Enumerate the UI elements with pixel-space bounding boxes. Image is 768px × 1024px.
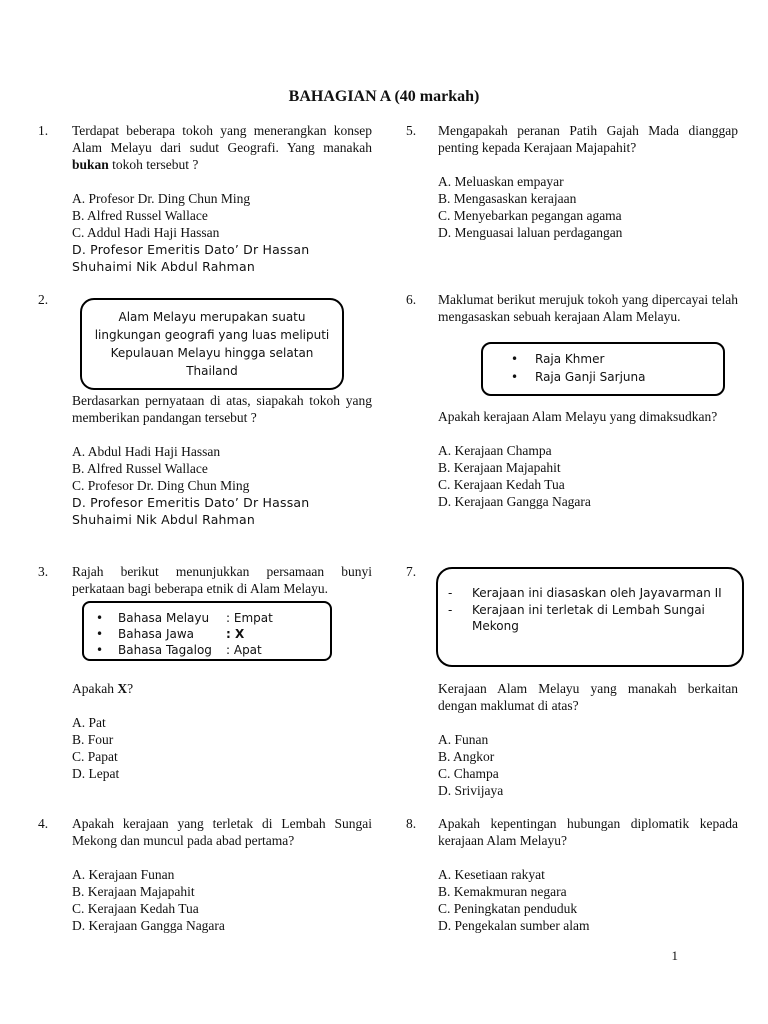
- question-6-text: Maklumat berikut merujuk tokoh yang dipercayai telah mengasaskan sebuah kerajaan Alam Melayu.: [438, 292, 738, 324]
- option-c[interactable]: C. Addul Hadi Haji Hassan: [72, 225, 220, 240]
- question-2-options: [72, 443, 372, 528]
- figure-item: • Raja Khmer: [511, 352, 605, 366]
- dash-icon: -: [448, 602, 453, 617]
- option-b[interactable]: B. Kerajaan Majapahit: [438, 460, 561, 475]
- figure-item: • Raja Ganji Sarjuna: [511, 370, 646, 384]
- info-item: - Kerajaan ini diasaskan oleh Jayavarman II: [448, 586, 722, 600]
- option-b[interactable]: B. Angkor: [438, 749, 495, 764]
- question-7-number: 7.: [406, 564, 417, 579]
- option-d[interactable]: D. Kerajaan Gangga Nagara: [438, 494, 591, 509]
- question-5-number: 5.: [406, 123, 417, 138]
- bullet-icon: •: [96, 643, 104, 657]
- dash-icon: -: [448, 586, 453, 600]
- question-5-options: [438, 173, 738, 241]
- bullet-icon: •: [96, 627, 104, 641]
- language-name: Bahasa Jawa: [118, 627, 195, 641]
- question-7-text: Kerajaan Alam Melayu yang manakah berkaitan dengan maklumat di atas?: [438, 681, 738, 713]
- language-word: : X: [226, 627, 245, 641]
- question-6-ask: Apakah kerajaan Alam Melayu yang dimaksudkan?: [438, 409, 718, 424]
- option-d[interactable]: D. Kerajaan Gangga Nagara: [72, 918, 225, 933]
- question-4-text: Apakah kerajaan yang terletak di Lembah Sungai Mekong dan muncul pada abad pertama?: [72, 816, 372, 848]
- option-b[interactable]: B. Alfred Russel Wallace: [72, 461, 208, 476]
- option-c[interactable]: C. Papat: [72, 749, 118, 764]
- question-1-number: 1.: [38, 123, 49, 138]
- quote-box: [80, 298, 344, 390]
- language-name: Bahasa Tagalog: [118, 643, 212, 657]
- page-number: 1: [671, 948, 678, 963]
- option-a[interactable]: A. Abdul Hadi Haji Hassan: [72, 444, 221, 459]
- emphasis-bukan: bukan: [72, 157, 109, 172]
- question-3-number: 3.: [38, 564, 49, 579]
- language-row: [96, 610, 330, 626]
- option-d[interactable]: D. Srivijaya: [438, 783, 504, 798]
- question-2-text: Berdasarkan pernyataan di atas, siapakah tokoh yang memberikan pandangan tersebut ?: [72, 393, 372, 425]
- question-7-options: [438, 731, 738, 799]
- option-d[interactable]: D. Menguasai laluan perdagangan: [438, 225, 623, 240]
- bullet-icon: •: [511, 352, 519, 366]
- language-row: [96, 642, 330, 658]
- question-3-ask: Apakah X?: [72, 681, 134, 696]
- option-a[interactable]: A. Meluaskan empayar: [438, 174, 564, 189]
- option-b[interactable]: B. Kerajaan Majapahit: [72, 884, 195, 899]
- option-a[interactable]: A. Funan: [438, 732, 489, 747]
- option-c[interactable]: C. Kerajaan Kedah Tua: [438, 477, 565, 492]
- question-8-options: [438, 866, 738, 934]
- section-title: BAHAGIAN A (40 markah): [288, 88, 480, 105]
- option-a[interactable]: A. Kerajaan Champa: [438, 443, 552, 458]
- info-box: [436, 567, 744, 667]
- bullet-icon: •: [96, 611, 104, 625]
- quote-text: Alam Melayu merupakan suatu lingkungan geografi yang luas meliputi Kepulauan Melayu hingga selatan Thailand: [94, 310, 330, 378]
- option-d[interactable]: D. Profesor Emeritis Dato’ Dr Hassan Shuhaimi Nik Abdul Rahman: [72, 242, 310, 274]
- option-b[interactable]: B. Kemakmuran negara: [438, 884, 567, 899]
- option-c[interactable]: C. Peningkatan penduduk: [438, 901, 578, 916]
- question-4-options: [72, 866, 372, 934]
- language-word: : Apat: [226, 643, 262, 657]
- option-b[interactable]: B. Alfred Russel Wallace: [72, 208, 208, 223]
- option-b[interactable]: B. Mengasaskan kerajaan: [438, 191, 577, 206]
- language-word: : Empat: [226, 611, 273, 625]
- option-c[interactable]: C. Champa: [438, 766, 499, 781]
- question-5-text: Mengapakah peranan Patih Gajah Mada dianggap penting kepada Kerajaan Majapahit?: [438, 123, 738, 155]
- option-a[interactable]: A. Kesetiaan rakyat: [438, 867, 545, 882]
- question-8-text: Apakah kepentingan hubungan diplomatik kepada kerajaan Alam Melayu?: [438, 816, 738, 848]
- question-2-number: 2.: [38, 292, 49, 307]
- option-c[interactable]: C. Kerajaan Kedah Tua: [72, 901, 199, 916]
- question-3-options: [72, 714, 372, 782]
- figure-box: [481, 342, 725, 396]
- language-name: Bahasa Melayu: [118, 611, 210, 625]
- option-a[interactable]: A. Kerajaan Funan: [72, 867, 175, 882]
- question-2-body: [72, 392, 372, 528]
- language-row: [96, 626, 330, 642]
- question-1-text: Terdapat beberapa tokoh yang menerangkan konsep Alam Melayu dari sudut Geografi. Yang manakah bukan tokoh tersebut ?: [72, 123, 372, 172]
- option-d[interactable]: D. Lepat: [72, 766, 120, 781]
- question-6-body: [438, 408, 738, 510]
- question-6-number: 6.: [406, 292, 417, 307]
- question-1-options: [72, 190, 372, 275]
- bullet-icon: •: [511, 370, 519, 384]
- option-d[interactable]: D. Pengekalan sumber alam: [438, 918, 590, 933]
- question-4-number: 4.: [38, 816, 49, 831]
- option-c[interactable]: C. Menyebarkan pegangan agama: [438, 208, 622, 223]
- option-c[interactable]: C. Profesor Dr. Ding Chun Ming: [72, 478, 250, 493]
- option-b[interactable]: B. Four: [72, 732, 114, 747]
- question-8-number: 8.: [406, 816, 417, 831]
- option-a[interactable]: A. Pat: [72, 715, 106, 730]
- question-6-options: [438, 442, 738, 510]
- language-box: [82, 601, 332, 661]
- option-a[interactable]: A. Profesor Dr. Ding Chun Ming: [72, 191, 251, 206]
- question-3-body: [72, 680, 372, 782]
- option-d[interactable]: D. Profesor Emeritis Dato’ Dr Hassan Shuhaimi Nik Abdul Rahman: [72, 495, 310, 527]
- info-item: - Kerajaan ini terletak di Lembah Sungai Mekong: [448, 602, 705, 633]
- question-3-text: Rajah berikut menunjukkan persamaan bunyi perkataan bagi beberapa etnik di Alam Melayu.: [72, 564, 372, 596]
- question-7-body: [438, 680, 738, 799]
